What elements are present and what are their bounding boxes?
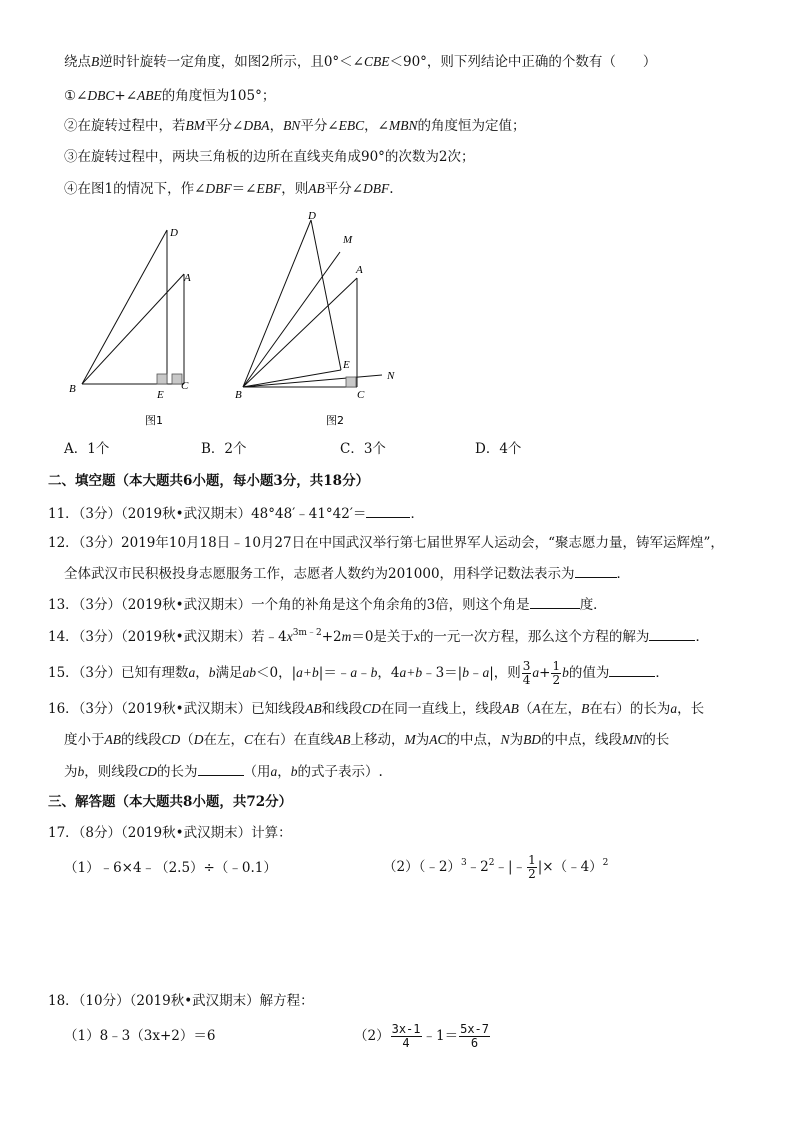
text: ＝∠ bbox=[231, 181, 257, 197]
var: BM bbox=[185, 118, 205, 133]
q10-intro-text: 绕点 bbox=[64, 54, 91, 70]
text: ﹣|﹣ bbox=[494, 859, 527, 875]
numerator: 1 bbox=[552, 659, 561, 673]
figure-2 bbox=[222, 202, 412, 430]
text: ，∠ bbox=[364, 118, 389, 134]
q14 bbox=[48, 626, 709, 647]
var: DBC bbox=[87, 88, 115, 103]
q17-part-2 bbox=[383, 852, 608, 882]
numerator: 3x-1 bbox=[391, 1022, 421, 1036]
answer-blank bbox=[609, 662, 655, 677]
text: （用 bbox=[243, 764, 271, 780]
text: ④在图1的情况下，作∠ bbox=[64, 181, 206, 197]
text: ﹣1＝ bbox=[422, 1028, 459, 1044]
text: （ bbox=[180, 732, 194, 748]
var: DBF bbox=[205, 181, 232, 196]
fig1-label-d: D bbox=[170, 227, 178, 239]
q12-line-2 bbox=[64, 563, 630, 584]
text: +2 bbox=[321, 629, 342, 645]
var: AB bbox=[502, 701, 519, 716]
text: 平分∠ bbox=[324, 181, 364, 197]
text: 在左， bbox=[540, 701, 582, 717]
fig1-right-angle-e bbox=[157, 374, 167, 384]
q10-statement-2 bbox=[64, 116, 525, 136]
numerator: 1 bbox=[528, 853, 536, 867]
fraction-left bbox=[391, 1023, 422, 1050]
q10-intro-var: CBE bbox=[364, 54, 390, 69]
option-b: B．2个 bbox=[201, 441, 247, 457]
text: （ bbox=[518, 701, 533, 717]
q17-stem: 17．（8分）（2019秋•武汉期末）计算： bbox=[48, 825, 292, 841]
numerator: 5x-7 bbox=[460, 1022, 489, 1036]
var: b bbox=[290, 764, 298, 779]
option-d: D．4个 bbox=[475, 441, 522, 457]
text: 的一元一次方程，那么这个方程的解为 bbox=[419, 629, 650, 645]
q10-intro-text: ＜90°，则下列结论中正确的个数有（ ） bbox=[389, 54, 657, 70]
q16-line-3 bbox=[64, 761, 383, 782]
denominator: 6 bbox=[470, 1036, 479, 1050]
text: ． bbox=[695, 629, 709, 645]
text: ，则 bbox=[281, 181, 309, 197]
text: 15．（3分）已知有理数 bbox=[48, 665, 189, 681]
var: MBN bbox=[388, 118, 418, 133]
fig2-caption: 图2 bbox=[326, 414, 344, 427]
exponent: 3m﹣2 bbox=[292, 628, 322, 638]
text: ①∠ bbox=[64, 88, 88, 104]
option-c: C．3个 bbox=[340, 441, 386, 457]
var: b bbox=[370, 665, 378, 680]
text: 的式子表示）. bbox=[297, 764, 383, 780]
numerator: 3 bbox=[522, 659, 531, 673]
fig2-line-bd bbox=[243, 220, 311, 387]
text: 满足 bbox=[215, 665, 243, 681]
var: AC bbox=[429, 732, 447, 747]
exponent: 3 bbox=[460, 858, 467, 868]
var: a+b bbox=[296, 665, 319, 680]
var: BN bbox=[283, 118, 301, 133]
text: 11．（3分）（2019秋•武汉期末）48°48′﹣41°42′＝ bbox=[48, 506, 367, 522]
var: a bbox=[350, 665, 358, 680]
var: DBF bbox=[363, 181, 390, 196]
text: 的长 bbox=[642, 732, 670, 748]
fig2-label-a: A bbox=[356, 264, 363, 276]
fig2-label-b: B bbox=[235, 389, 242, 401]
q10-statement-1 bbox=[64, 86, 275, 106]
exponent: 2 bbox=[488, 858, 495, 868]
var: BD bbox=[523, 732, 542, 747]
var: a bbox=[270, 764, 278, 779]
var: x bbox=[286, 629, 293, 644]
text: ﹣ bbox=[468, 665, 483, 681]
text: 的中点，线段 bbox=[541, 732, 623, 748]
fig1-line-bd bbox=[82, 230, 167, 384]
answer-blank bbox=[649, 626, 695, 641]
text: ﹣3＝| bbox=[422, 665, 463, 681]
denominator: 4 bbox=[522, 673, 531, 687]
text: +∠ bbox=[114, 88, 138, 104]
q17-part-1: （1）﹣6×4﹣（2.5）÷（﹣0.1） bbox=[64, 860, 277, 876]
section-3-title: 三、解答题（本大题共8小题，共72分） bbox=[48, 794, 293, 810]
fig2-right-angle-c bbox=[346, 377, 356, 387]
fraction-1-2 bbox=[527, 854, 537, 881]
var: CD bbox=[161, 732, 181, 747]
fig2-label-c: C bbox=[357, 389, 365, 401]
option-a: A．1个 bbox=[64, 441, 110, 457]
text: + bbox=[539, 665, 551, 681]
text: 全体武汉市民积极投身志愿服务工作，志愿者人数约为201000，用科学记数法表示为 bbox=[64, 566, 575, 582]
var: b bbox=[562, 665, 569, 680]
text: 在右）在直线 bbox=[253, 732, 335, 748]
q16-line-1 bbox=[48, 699, 704, 719]
var: a bbox=[532, 665, 540, 680]
var: a bbox=[670, 701, 678, 716]
q11 bbox=[48, 503, 424, 524]
var: EBF bbox=[256, 181, 282, 196]
fig1-label-e: E bbox=[157, 389, 164, 401]
q10-options bbox=[64, 439, 584, 459]
text: （2）（﹣2） bbox=[383, 859, 461, 875]
q18-part-1: （1）8﹣3（3x+2）＝6 bbox=[64, 1028, 216, 1044]
text: ． bbox=[410, 506, 424, 522]
text: ②在旋转过程中，若 bbox=[64, 118, 186, 134]
text: ， bbox=[277, 764, 291, 780]
text: 在左， bbox=[203, 732, 245, 748]
text: 度小于 bbox=[64, 732, 105, 748]
q10-intro bbox=[64, 52, 656, 72]
answer-blank bbox=[366, 503, 410, 518]
answer-blank bbox=[575, 563, 617, 578]
text: ， bbox=[195, 665, 209, 681]
text: 的值为 bbox=[568, 665, 610, 681]
text: ＝0是关于 bbox=[351, 629, 414, 645]
text: ，4 bbox=[377, 665, 400, 681]
q10-statement-4 bbox=[64, 179, 394, 199]
text: 的线段 bbox=[121, 732, 162, 748]
q12-line-1 bbox=[48, 533, 724, 553]
text: ，长 bbox=[677, 701, 705, 717]
var: a+b bbox=[399, 665, 423, 680]
denominator: 4 bbox=[402, 1036, 410, 1050]
var: a bbox=[482, 665, 490, 680]
answer-blank bbox=[198, 761, 244, 776]
text: ． bbox=[655, 665, 669, 681]
text: 的角度恒为定值； bbox=[417, 118, 526, 134]
text: 13．（3分）（2019秋•武汉期末）一个角的补角是这个角余角的3倍，则这个角是 bbox=[48, 597, 530, 613]
var: AB bbox=[104, 732, 121, 747]
q10-intro-var: B bbox=[91, 54, 100, 69]
fig1-line-ba bbox=[82, 274, 184, 384]
var: M bbox=[404, 732, 416, 747]
var: b bbox=[77, 764, 85, 779]
fraction-3-4 bbox=[522, 660, 532, 687]
text: 的角度恒为105°； bbox=[161, 88, 276, 104]
q13 bbox=[48, 594, 607, 615]
var: CD bbox=[362, 701, 381, 716]
text: ． bbox=[616, 566, 631, 582]
var: ABE bbox=[137, 88, 162, 103]
denominator: 2 bbox=[552, 673, 561, 687]
text: 为 bbox=[509, 732, 524, 748]
text: 14．（3分）（2019秋•武汉期末）若﹣4 bbox=[48, 629, 287, 645]
text: 为 bbox=[64, 764, 78, 780]
fig2-line-bn bbox=[243, 375, 382, 387]
fig2-label-e: E bbox=[343, 359, 350, 371]
var: ab bbox=[242, 665, 257, 680]
var: AB bbox=[308, 181, 325, 196]
fig2-label-n: N bbox=[387, 370, 395, 382]
var: m bbox=[341, 629, 352, 644]
text: ﹣ bbox=[357, 665, 371, 681]
text: |＝﹣ bbox=[318, 665, 351, 681]
q15 bbox=[48, 659, 669, 687]
var: MN bbox=[622, 732, 643, 747]
text: |，则 bbox=[489, 665, 521, 681]
var: EBC bbox=[338, 118, 365, 133]
text: ＜0，| bbox=[256, 665, 297, 681]
text: ，则线段 bbox=[84, 764, 139, 780]
var: b bbox=[462, 665, 469, 680]
fig1-caption: 图1 bbox=[145, 414, 163, 427]
text: 12．（3分）2019年10月18日﹣10月27日在中国武汉举行第七届世界军人运动会，“聚志愿力量，铸军运辉煌”， bbox=[48, 535, 724, 551]
answer-blank bbox=[530, 594, 580, 609]
text: 上移动， bbox=[350, 732, 405, 748]
fig2-line-de bbox=[311, 220, 341, 370]
var: b bbox=[208, 665, 216, 680]
var: C bbox=[244, 732, 254, 747]
exponent: 2 bbox=[602, 858, 609, 868]
var: CD bbox=[138, 764, 158, 779]
text: 为 bbox=[415, 732, 430, 748]
text: 在右）的长为 bbox=[589, 701, 671, 717]
text: 的中点， bbox=[446, 732, 501, 748]
fig2-line-bm bbox=[243, 252, 340, 387]
text: ， bbox=[269, 118, 284, 134]
var: D bbox=[193, 732, 204, 747]
fraction-right bbox=[459, 1023, 490, 1050]
section-2-title: 二、填空题（本大题共6小题，每小题3分，共18分） bbox=[48, 473, 370, 489]
q18-part-2 bbox=[354, 1019, 491, 1053]
text: 16．（3分）（2019秋•武汉期末）已知线段 bbox=[48, 701, 306, 717]
q10-intro-text: 逆时针旋转一定角度，如图2所示，且0°＜∠ bbox=[99, 54, 364, 70]
var: AB bbox=[305, 701, 322, 716]
fig2-label-m: M bbox=[343, 234, 353, 246]
fig1-label-c: C bbox=[181, 380, 189, 392]
var: x bbox=[413, 629, 420, 644]
var: A bbox=[532, 701, 541, 716]
var: AB bbox=[334, 732, 351, 747]
q16-line-2 bbox=[64, 730, 669, 750]
var: N bbox=[500, 732, 510, 747]
text: 在同一直线上，线段 bbox=[380, 701, 503, 717]
text: 平分∠ bbox=[205, 118, 244, 134]
text: 平分∠ bbox=[300, 118, 339, 134]
fig2-label-d: D bbox=[308, 210, 316, 222]
var: a bbox=[188, 665, 196, 680]
text: 的长为 bbox=[157, 764, 198, 780]
q10-statement-3 bbox=[64, 147, 475, 167]
var: B bbox=[581, 701, 590, 716]
text: 度． bbox=[579, 597, 607, 613]
text: |×（﹣4） bbox=[537, 859, 603, 875]
fig1-label-b: B bbox=[69, 383, 76, 395]
q18-stem: 18．（10分）（2019秋•武汉期末）解方程： bbox=[48, 993, 314, 1009]
text: ﹣2 bbox=[466, 859, 489, 875]
fig1-label-a: A bbox=[184, 272, 191, 284]
figure-1 bbox=[60, 218, 200, 430]
text: 和线段 bbox=[321, 701, 363, 717]
text: ③在旋转过程中，两块三角板的边所在直线夹角成90°的次数为2次； bbox=[64, 149, 475, 165]
fraction-1-2 bbox=[551, 660, 561, 687]
var: DBA bbox=[243, 118, 270, 133]
denominator: 2 bbox=[528, 867, 536, 881]
text: （2） bbox=[354, 1028, 390, 1044]
text: . bbox=[389, 181, 394, 197]
